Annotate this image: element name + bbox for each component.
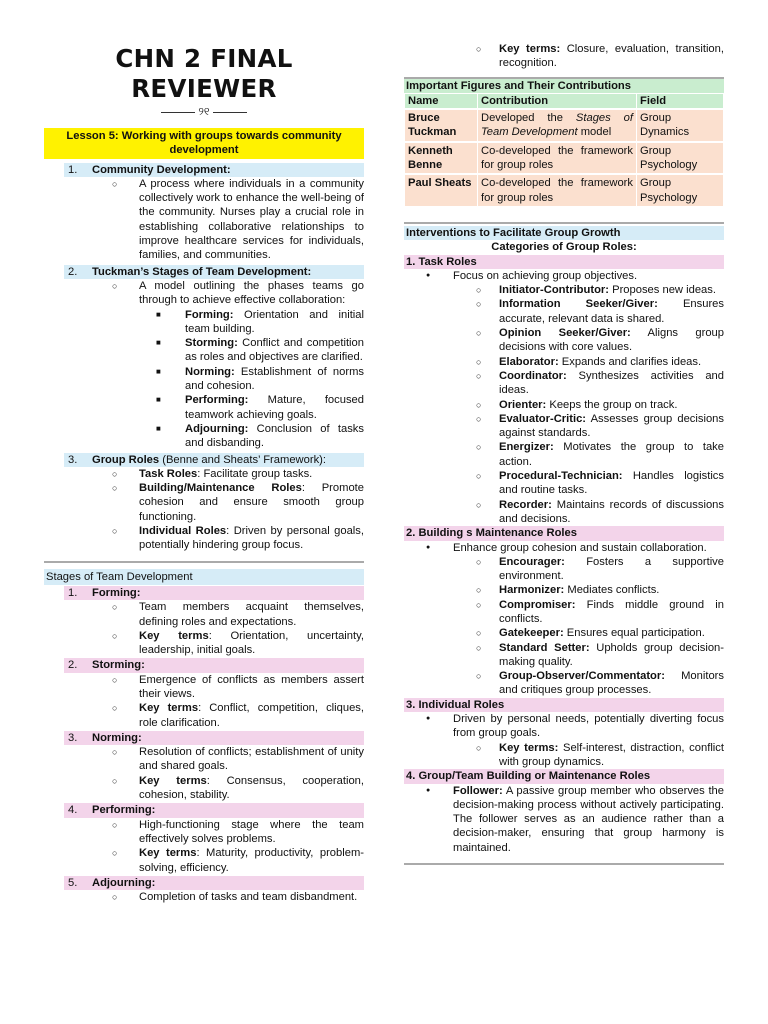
- col-header-contribution: Contribution: [478, 94, 636, 108]
- list-item: [156, 393, 364, 422]
- item-text: Completion of tasks and team disbandment.: [139, 891, 358, 904]
- item-term: Key terms: [139, 629, 209, 642]
- item-text: Driven by personal needs, potentially diverting focus from group goals.: [453, 713, 724, 740]
- table-row: [405, 110, 723, 141]
- list-item: [476, 741, 724, 770]
- item-text: Resolution of conflicts; establishment of unity and shared goals.: [139, 746, 364, 773]
- item-desc: : Conflict, competition, cliques, role clarification.: [139, 702, 364, 729]
- item-term: Encourager:: [499, 555, 565, 568]
- stage-title: Adjourning:: [92, 876, 156, 889]
- stages-list: [44, 586, 364, 905]
- table-row: [405, 143, 723, 174]
- list-item: [476, 641, 724, 670]
- item-term: Performing:: [185, 394, 249, 407]
- item-term: Information Seeker/Giver:: [499, 298, 658, 311]
- list-item: [476, 440, 724, 469]
- item-desc: : Facilitate group tasks.: [197, 467, 313, 480]
- role-groups: [404, 255, 724, 855]
- item-desc: Orientation and initial team building.: [185, 308, 364, 335]
- list-item: [156, 422, 364, 451]
- item-desc: Establishment of norms and cohesion.: [185, 365, 364, 393]
- item-term: Adjourning:: [185, 422, 249, 435]
- item-term: Elaborator:: [499, 355, 559, 368]
- stage-number: 1.: [68, 586, 78, 599]
- stage-number: 3.: [68, 731, 78, 744]
- item-desc: Keeps the group on track.: [546, 398, 678, 411]
- item-desc: Fosters a supportive environment.: [499, 555, 724, 583]
- contribution-emphasis: Stages of Team Development: [481, 112, 633, 139]
- item-term: Storming:: [185, 337, 238, 350]
- left-sections: [44, 163, 364, 553]
- left-column: [44, 0, 364, 904]
- item-text: [499, 626, 724, 640]
- square-bullet-icon: ■: [156, 366, 161, 376]
- item-text: [499, 283, 724, 297]
- list-item: [476, 42, 724, 71]
- circle-bullet-icon: ○: [476, 599, 482, 610]
- list-item: [476, 297, 724, 326]
- item-term: Group-Observer/Commentator:: [499, 670, 665, 683]
- circle-bullet-icon: ○: [112, 703, 118, 714]
- item-term: Procedural-Technician:: [499, 470, 623, 483]
- section-heading: [64, 265, 364, 279]
- role-group-heading: 3. Individual Roles: [404, 698, 724, 712]
- list-item: [112, 524, 364, 553]
- item-term: Key terms: [139, 847, 197, 860]
- col-header-field: Field: [637, 94, 723, 108]
- item-text: [499, 469, 724, 498]
- figure-contribution: [478, 175, 636, 206]
- list-item: [476, 598, 724, 627]
- circle-bullet-icon: ○: [476, 44, 482, 54]
- list-item: [476, 355, 724, 369]
- item-text: [139, 481, 364, 524]
- stage-heading: [64, 658, 364, 672]
- item-desc: Synthesizes activities and ideas.: [499, 369, 724, 397]
- circle-bullet-icon: ○: [476, 585, 482, 596]
- item-text: [139, 846, 364, 875]
- figure-contribution: [478, 143, 636, 174]
- list-item: [112, 467, 364, 481]
- list-item: [112, 774, 364, 803]
- stage-title: Norming:: [92, 731, 142, 744]
- item-text: A process where individuals in a community collectively work to enhance the well-being of the community. Nurses play a crucial role in establishing collaborative relationships to improve healthcare services for individuals, families, and communities.: [139, 177, 364, 262]
- contribution-text: Co-developed the framework for group roles: [481, 144, 633, 172]
- item-term: Standard Setter:: [499, 641, 590, 654]
- list-item: [476, 626, 724, 640]
- item-desc: Monitors and critiques group processes.: [499, 670, 724, 697]
- item-desc: A passive group member who observes the decision-making process without actively participating. The follower serves as an audience rather than a decision-maker, ensuring that group harmony is maintained.: [453, 784, 724, 854]
- list-item: [112, 279, 364, 308]
- circle-bullet-icon: ○: [112, 819, 118, 830]
- stage-number: 2.: [68, 659, 78, 672]
- stage-title: Forming:: [92, 586, 141, 599]
- square-bullet-icon: ■: [156, 338, 161, 348]
- section-number: 3.: [68, 453, 78, 466]
- item-desc: Conclusion of tasks and disbanding.: [185, 422, 364, 450]
- item-term: Initiator-Contributor:: [499, 284, 609, 297]
- circle-bullet-icon: ○: [112, 775, 118, 786]
- circle-bullet-icon: ○: [112, 674, 118, 685]
- lesson-heading: Lesson 5: Working with groups towards community development: [44, 128, 364, 159]
- section-heading: [64, 163, 364, 177]
- item-desc: Maintains records of discussions and decisions.: [499, 498, 724, 525]
- list-item: [112, 673, 364, 702]
- stage-title: Performing:: [92, 804, 156, 817]
- circle-bullet-icon: ○: [112, 468, 118, 479]
- item-term: Harmonizer:: [499, 584, 565, 597]
- circle-bullet-icon: ○: [476, 499, 482, 510]
- figures-title: Important Figures and Their Contributions: [406, 79, 631, 92]
- item-text: [139, 629, 364, 658]
- circle-bullet-icon: ○: [112, 526, 118, 537]
- section-title: Tuckman’s Stages of Team Development:: [92, 265, 312, 278]
- item-text: [499, 555, 724, 584]
- item-text: [185, 365, 364, 394]
- item-term: Opinion Seeker/Giver:: [499, 327, 631, 340]
- item-text: [499, 498, 724, 527]
- circle-bullet-icon: ○: [476, 442, 482, 453]
- list-item: [476, 583, 724, 597]
- stage-title: Storming:: [92, 659, 145, 672]
- circle-bullet-icon: ○: [476, 356, 482, 367]
- item-desc: : Maturity, productivity, problem-solving, efficiency.: [139, 847, 364, 874]
- list-item: [112, 701, 364, 730]
- circle-bullet-icon: ○: [476, 370, 482, 381]
- dot-bullet-icon: ●: [426, 271, 431, 279]
- figure-name: Paul Sheats: [405, 175, 477, 206]
- item-term: Gatekeeper:: [499, 627, 564, 640]
- item-text: Focus on achieving group objectives.: [453, 269, 638, 282]
- item-desc: Handles logistics and routine tasks.: [499, 470, 724, 497]
- circle-bullet-icon: ○: [476, 556, 482, 567]
- square-bullet-icon: ■: [156, 309, 161, 319]
- item-desc: Mediates conflicts.: [564, 584, 660, 597]
- contribution-text-end: model: [577, 126, 612, 139]
- item-term: Energizer:: [499, 441, 554, 454]
- section-heading: [64, 453, 364, 467]
- list-item: [112, 629, 364, 658]
- figure-name: Kenneth Benne: [405, 143, 477, 174]
- circle-bullet-icon: ○: [112, 747, 118, 758]
- stage-heading: [64, 731, 364, 745]
- figures-table: [404, 92, 724, 208]
- dot-bullet-icon: ●: [426, 715, 431, 723]
- figure-field: Group Psychology: [637, 143, 723, 174]
- item-term: Building/Maintenance Roles: [139, 482, 302, 495]
- list-item: [156, 365, 364, 394]
- item-text: [499, 297, 724, 326]
- item-text: Team members acquaint themselves, defining roles and expectations.: [139, 601, 364, 628]
- item-text: [499, 741, 724, 770]
- item-text: [453, 784, 724, 855]
- list-item: [476, 369, 724, 398]
- item-text: [139, 524, 364, 553]
- item-text: [499, 583, 724, 597]
- item-text: [185, 308, 364, 337]
- figures-heading: [404, 79, 724, 93]
- stage-heading: [64, 803, 364, 817]
- list-item: [426, 269, 724, 283]
- circle-bullet-icon: ○: [476, 628, 482, 639]
- item-term: Key terms: [139, 774, 207, 787]
- item-desc: Self-interest, distraction, conflict with group dynamics.: [499, 741, 724, 768]
- item-term: Forming:: [185, 308, 234, 321]
- list-item: [476, 669, 724, 698]
- item-text: [499, 598, 724, 627]
- list-item: [426, 784, 724, 855]
- item-text: Closure, evaluation, transition, recognition.: [499, 43, 724, 70]
- item-term: Norming:: [185, 365, 235, 378]
- item-text: [185, 393, 364, 422]
- list-item: [112, 846, 364, 875]
- list-item: [476, 283, 724, 297]
- circle-bullet-icon: ○: [476, 671, 482, 682]
- col-header-name: Name: [405, 94, 477, 108]
- list-item: [112, 600, 364, 629]
- item-text: [185, 336, 364, 365]
- stages-heading: Stages of Team Development: [44, 569, 364, 585]
- figure-field: Group Dynamics: [637, 110, 723, 141]
- circle-bullet-icon: ○: [112, 848, 118, 859]
- item-desc: Conflict and competition as roles and objectives are clarified.: [185, 337, 364, 364]
- list-item: [476, 555, 724, 584]
- item-text: [185, 422, 364, 451]
- list-item: [476, 412, 724, 441]
- right-column: [404, 0, 724, 871]
- item-term: Key terms:: [499, 741, 559, 754]
- circle-bullet-icon: ○: [476, 742, 482, 753]
- circle-bullet-icon: ○: [112, 602, 118, 613]
- list-item: [112, 745, 364, 774]
- figure-name: Bruce Tuckman: [405, 110, 477, 141]
- circle-bullet-icon: ○: [476, 399, 482, 410]
- interventions-heading: Interventions to Facilitate Group Growth: [404, 226, 724, 240]
- list-item: [426, 712, 724, 741]
- stage-heading: [64, 586, 364, 600]
- item-term: Recorder:: [499, 498, 552, 511]
- divider: [44, 561, 364, 563]
- circle-bullet-icon: ○: [476, 642, 482, 653]
- item-text: [499, 398, 724, 412]
- table-header-row: [405, 94, 723, 108]
- stage-heading: [64, 876, 364, 890]
- circle-bullet-icon: ○: [112, 483, 118, 494]
- item-term: Evaluator-Critic:: [499, 412, 587, 425]
- item-text: [139, 774, 364, 803]
- item-desc: : Consensus, cooperation, cohesion, stability.: [139, 774, 364, 802]
- item-term: Follower:: [453, 784, 503, 797]
- role-group-heading: 4. Group/Team Building or Maintenance Roles: [404, 769, 724, 783]
- section-number: 2.: [68, 265, 78, 278]
- list-item: [476, 498, 724, 527]
- divider: [404, 222, 724, 224]
- stage-number: 4.: [68, 804, 78, 817]
- section-number: 1.: [68, 163, 78, 176]
- list-item: [476, 398, 724, 412]
- item-term: Key terms: [139, 702, 199, 715]
- item-desc: : Driven by personal goals, potentially hindering group focus.: [139, 525, 364, 552]
- divider: [404, 863, 724, 865]
- circle-bullet-icon: ○: [476, 413, 482, 424]
- figure-field: Group Psychology: [637, 175, 723, 206]
- figure-contribution: [478, 110, 636, 141]
- section-title: [92, 453, 326, 467]
- list-item: [112, 481, 364, 524]
- list-item: [112, 890, 364, 904]
- item-text: [499, 326, 724, 355]
- circle-bullet-icon: ○: [112, 630, 118, 641]
- list-item: [112, 818, 364, 847]
- item-desc: Aligns group decisions with core values.: [499, 327, 724, 354]
- item-term: Compromiser:: [499, 598, 576, 611]
- circle-bullet-icon: ○: [476, 471, 482, 482]
- list-item: [476, 326, 724, 355]
- stage-number: 5.: [68, 876, 78, 889]
- list-item: [476, 469, 724, 498]
- categories-heading: Categories of Group Roles:: [491, 241, 637, 254]
- dot-bullet-icon: ●: [426, 543, 431, 551]
- item-term: Individual Roles: [139, 525, 227, 538]
- list-item: [156, 336, 364, 365]
- role-group-heading: 2. Building s Maintenance Roles: [404, 526, 724, 540]
- item-text: [499, 440, 724, 469]
- contribution-text: Developed the: [481, 112, 576, 125]
- square-bullet-icon: ■: [156, 423, 161, 433]
- item-desc: : Orientation, uncertainty, leadership, initial goals.: [139, 629, 364, 657]
- item-desc: Assesses group decisions against standards.: [499, 412, 724, 440]
- item-term: Orienter:: [499, 398, 547, 411]
- item-text: [499, 669, 724, 698]
- item-desc: Upholds group decision-making quality.: [499, 641, 725, 668]
- list-item: [112, 177, 364, 263]
- item-text: [139, 701, 364, 730]
- item-term: Task Roles: [139, 467, 198, 480]
- item-text: [499, 641, 724, 670]
- item-desc: Mature, focused teamwork achieving goals.: [185, 394, 364, 421]
- list-item: [426, 541, 724, 555]
- page-title: CHN 2 FINAL REVIEWER: [115, 44, 293, 103]
- item-desc: Ensures accurate, relevant data is shared.: [499, 298, 724, 325]
- circle-bullet-icon: ○: [476, 299, 482, 310]
- item-term: Coordinator:: [499, 369, 567, 382]
- circle-bullet-icon: ○: [112, 892, 118, 903]
- section-title-bold: Group Roles: [92, 453, 160, 466]
- item-desc: Proposes new ideas.: [609, 284, 716, 297]
- contribution-text: Co-developed the framework for group roles: [481, 177, 633, 204]
- title-flourish: ୨୧: [44, 106, 364, 118]
- circle-bullet-icon: ○: [476, 285, 482, 296]
- circle-bullet-icon: ○: [476, 328, 482, 339]
- item-desc: Motivates the group to take action.: [499, 441, 724, 468]
- dot-bullet-icon: ●: [426, 786, 431, 794]
- item-text: [499, 369, 724, 398]
- section-title-rest: (Benne and Sheats’ Framework):: [159, 453, 326, 466]
- item-desc: Ensures equal participation.: [563, 627, 705, 640]
- list-item: [156, 308, 364, 337]
- section-title: Community Development:: [92, 163, 231, 176]
- item-text: [499, 355, 724, 369]
- item-text: Enhance group cohesion and sustain collaboration.: [453, 541, 707, 554]
- item-desc: Expands and clarifies ideas.: [558, 355, 702, 368]
- item-text: [139, 467, 364, 481]
- role-group-heading: 1. Task Roles: [404, 255, 724, 269]
- circle-bullet-icon: ○: [112, 280, 118, 291]
- circle-bullet-icon: ○: [112, 178, 118, 189]
- item-text: A model outlining the phases teams go through to achieve effective collaboration:: [139, 279, 364, 307]
- item-desc: Finds middle ground in conflicts.: [499, 598, 724, 625]
- item-term: Key terms:: [499, 43, 561, 55]
- square-bullet-icon: ■: [156, 395, 161, 405]
- item-text: High-functioning stage where the team effectively solves problems.: [139, 818, 364, 845]
- item-text: Emergence of conflicts as members assert their views.: [139, 673, 364, 700]
- item-text: [499, 412, 724, 441]
- item-desc: : Promote cohesion and ensure smooth group functioning.: [139, 482, 364, 523]
- table-row: [405, 175, 723, 206]
